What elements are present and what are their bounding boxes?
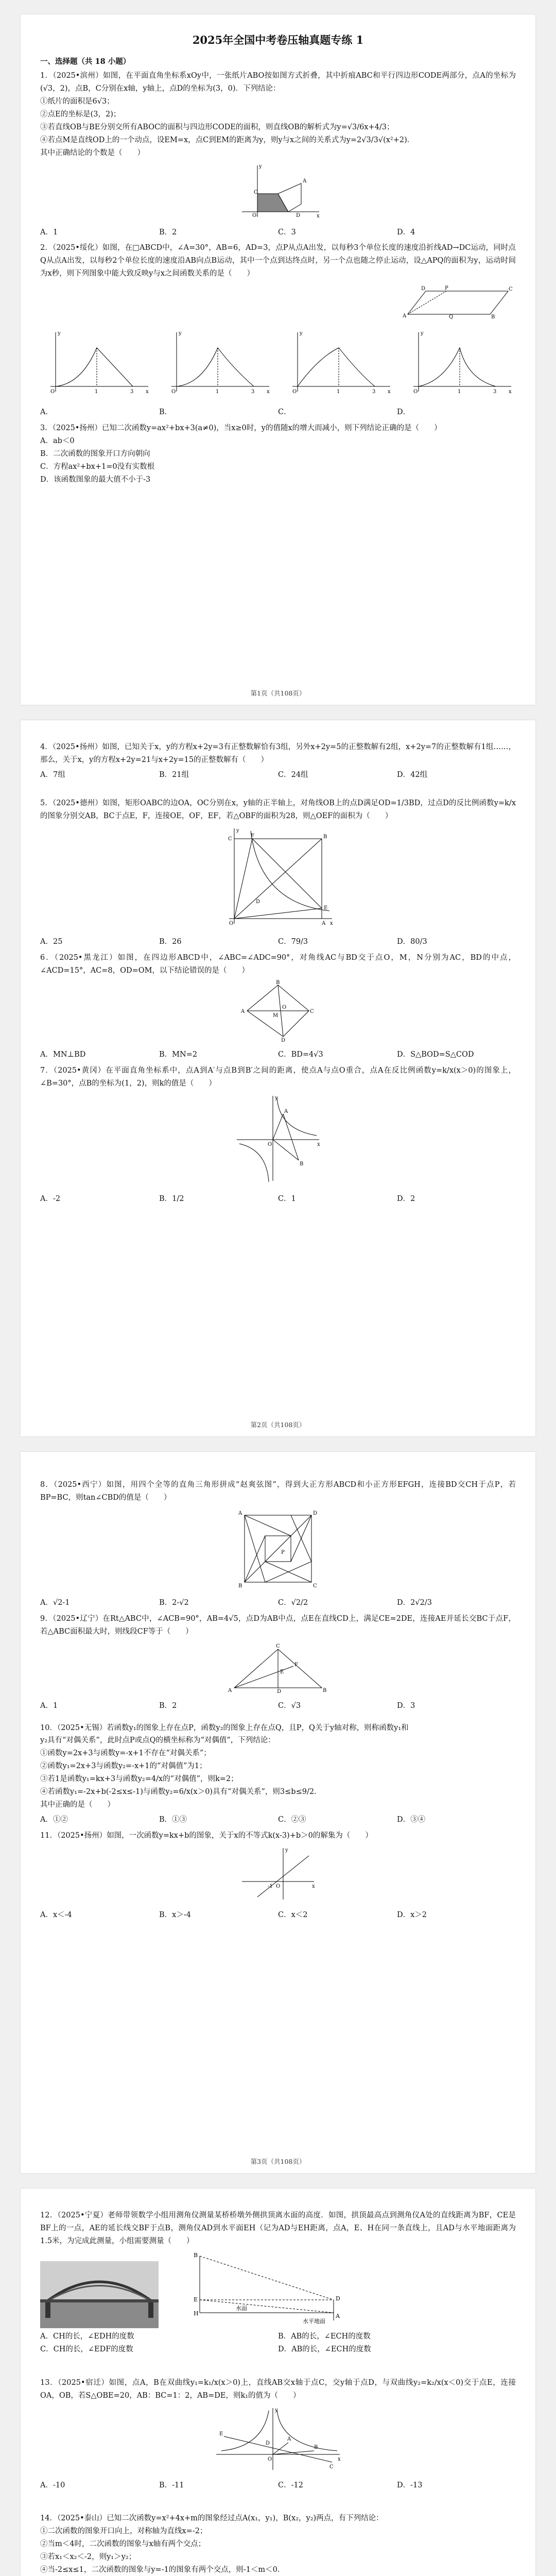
- svg-text:3: 3: [251, 389, 255, 395]
- option-b: B．AB的长，∠ECH的度数: [278, 2332, 371, 2341]
- svg-text:D: D: [296, 212, 301, 218]
- water-label: 水面: [236, 2304, 247, 2312]
- option-b: B．x＞-4: [159, 1910, 191, 1919]
- question-7: [40, 1064, 516, 1206]
- option-b: B．1/2: [159, 1195, 184, 1204]
- measurement-diagram: [179, 2251, 364, 2328]
- svg-text:x: x: [317, 213, 320, 219]
- q8-figure: [40, 1507, 516, 1595]
- question-10: [40, 1722, 516, 1827]
- option-b: B．2: [159, 1701, 177, 1710]
- svg-text:O: O: [276, 1883, 281, 1889]
- option-c: C．方程ax²+bx+1=0没有实数根: [40, 462, 155, 471]
- option-c: C．3: [278, 228, 296, 236]
- bridge-photo: [40, 2261, 159, 2328]
- svg-text:D: D: [266, 2440, 270, 2446]
- svg-text:M: M: [273, 1013, 279, 1019]
- ground-label: 水平地面: [303, 2317, 325, 2325]
- right-triangle-diagram: [227, 1641, 329, 1693]
- svg-text:x: x: [330, 920, 333, 926]
- option-d: D．: [397, 408, 411, 417]
- svg-text:y: y: [179, 331, 182, 337]
- statement-item: ①纸片的面积是6√3；: [40, 97, 114, 106]
- svg-text:B: B: [238, 1583, 242, 1589]
- option-d: D．2: [397, 1195, 415, 1204]
- option-b: B．-11: [159, 2481, 184, 2489]
- question-ask: 其中正确的是（ ）: [40, 1801, 115, 1809]
- option-b: B．二次函数的图象开口方向朝向: [40, 449, 150, 458]
- option-a: A．ab＜0: [40, 437, 75, 446]
- option-a: A．25: [40, 937, 63, 946]
- q12-figure: [40, 2251, 516, 2328]
- page-footer: 第3页（共108页）: [250, 2158, 306, 2165]
- svg-text:O: O: [292, 389, 297, 395]
- function-graph-options: [40, 327, 516, 399]
- svg-text:x: x: [317, 1142, 320, 1148]
- answer-options: [40, 2479, 516, 2492]
- option-b: B．①③: [159, 1816, 187, 1824]
- option-a: A．CH的长，∠EDH的度数: [40, 2332, 134, 2341]
- option-d: D．80/3: [397, 937, 427, 946]
- option-a: A．x＜-4: [40, 1910, 72, 1919]
- q5-figure: [40, 826, 516, 934]
- question-3: [40, 422, 516, 486]
- svg-text:D: D: [256, 899, 260, 905]
- svg-text:x: x: [146, 389, 149, 395]
- zhao-shuang-diagram: [237, 1507, 319, 1590]
- statement-item: ②当m＜4时，二次函数的图象与x轴有两个交点；: [40, 2540, 206, 2549]
- svg-text:O: O: [229, 920, 234, 926]
- svg-text:1: 1: [95, 389, 98, 395]
- page-footer: 第1页（共108页）: [250, 689, 306, 697]
- svg-text:E: E: [194, 2296, 198, 2303]
- svg-text:y: y: [300, 331, 303, 337]
- svg-text:1: 1: [458, 389, 461, 395]
- question-13: [40, 2377, 516, 2492]
- answer-options: [40, 1814, 516, 1826]
- svg-text:D: D: [313, 1510, 318, 1516]
- question-5: [40, 797, 516, 948]
- option-d: D．3: [397, 1701, 415, 1710]
- svg-text:B: B: [276, 980, 280, 986]
- svg-text:C: C: [329, 2464, 334, 2470]
- svg-text:x: x: [388, 389, 391, 395]
- svg-text:E: E: [280, 1669, 284, 1675]
- svg-text:O: O: [171, 389, 176, 395]
- question-line: y₂具有“对偶关系”，此时点P或点Q的横坐标称为“对偶值”，下列结论：: [40, 1736, 275, 1745]
- option-a: A．①②: [40, 1816, 68, 1824]
- option-c: C．79/3: [278, 937, 308, 946]
- svg-text:C: C: [276, 1643, 280, 1649]
- svg-text:3: 3: [130, 389, 134, 395]
- svg-text:A: A: [228, 1687, 232, 1693]
- svg-text:C: C: [313, 1583, 317, 1589]
- option-a: A．MN⊥BD: [40, 1050, 86, 1059]
- answer-options: [40, 1193, 516, 1206]
- option-c: C．: [278, 408, 291, 417]
- svg-text:O: O: [413, 389, 418, 395]
- linear-function-diagram: [237, 1845, 319, 1902]
- svg-text:1: 1: [337, 389, 340, 395]
- question-stem: 9．（2025•辽宁）在Rt△ABC中，∠ACB=90°，AB=4√5，点D为AB中点，点E在直线CD上，满足CE=2DE，连接AE并延长交BC于点F，若△ABC面积最大时，则线段CF等于（ ）: [40, 1614, 516, 1636]
- statement-item: ③若x₁＜x₂＜-2，则y₁＞y₂；: [40, 2553, 136, 2562]
- parallelogram-diagram: [397, 283, 516, 319]
- svg-text:x: x: [509, 389, 512, 395]
- svg-text:1: 1: [216, 389, 219, 395]
- question-2: [40, 242, 516, 419]
- option-c: C．②③: [278, 1816, 306, 1824]
- svg-text:C: C: [254, 189, 258, 195]
- svg-text:-1: -1: [268, 1883, 273, 1889]
- option-b: B．2-√2: [159, 1598, 189, 1607]
- option-d: D．S△BOD=S△COD: [397, 1050, 474, 1059]
- svg-text:F: F: [251, 833, 254, 839]
- svg-text:C: C: [228, 836, 232, 842]
- question-line: 10．（2025•无锡）若函数y₁的图象上存在点P，函数y₂的图象上存在点Q，且P，Q关于y轴对称，则称函数y₁和: [40, 1723, 409, 1732]
- option-a: A．1: [40, 1701, 58, 1710]
- svg-text:P: P: [445, 285, 448, 292]
- option-b: B．MN=2: [159, 1050, 198, 1059]
- q6-figure: [40, 980, 516, 1046]
- doc-title: 2025年全国中考卷压轴真题专练 1: [192, 33, 364, 46]
- svg-text:D: D: [281, 1038, 286, 1042]
- svg-text:A: A: [241, 1009, 245, 1015]
- option-c: C．√3: [278, 1701, 301, 1710]
- svg-text:E: E: [219, 2431, 223, 2437]
- option-d: D．2√2/3: [397, 1598, 432, 1607]
- svg-text:A: A: [238, 1510, 242, 1516]
- document-page-1: [21, 14, 535, 705]
- double-hyperbola-diagram: [211, 2405, 345, 2472]
- option-d: D．AB的长，∠ECH的度数: [278, 2345, 371, 2353]
- option-c: C．BD=4√3: [278, 1050, 323, 1059]
- statement-item: ③若1是函数y₁=kx+3与函数y₂=4/x的“对偶值”，则k=2；: [40, 1775, 238, 1784]
- answer-options: [40, 1048, 516, 1061]
- svg-text:D: D: [277, 1688, 282, 1693]
- svg-text:B: B: [323, 834, 327, 840]
- q2-figure: [40, 283, 516, 324]
- svg-text:y: y: [275, 2407, 278, 2413]
- question-stem: 2．（2025•绥化）如图，在□ABCD中，∠A=30°，AB=6，AD=3，点P从点A出发，以每秒3个单位长度的速度沿折线AD→DC运动，同时点Q从点A出发，以每秒2个单位长度的速度沿AB向点B运动，其中一个点到达终点时，另一个点也随之停止运动，设△APQ的面积为y，运动时间为x秒，则下列图象中能大致反映y与x之间函数关系的是（ ）: [40, 244, 516, 278]
- svg-text:x: x: [267, 389, 270, 395]
- svg-text:O: O: [282, 1005, 287, 1011]
- svg-text:y: y: [58, 331, 61, 337]
- q13-figure: [40, 2405, 516, 2477]
- option-b: B．21组: [159, 770, 189, 779]
- q7-figure: [40, 1093, 516, 1191]
- question-11: [40, 1829, 516, 1922]
- option-d: D．4: [397, 228, 415, 236]
- svg-text:A: A: [336, 2312, 340, 2319]
- option-c: C．x＜2: [278, 1910, 308, 1919]
- option-b: B．26: [159, 937, 182, 946]
- question-4: [40, 741, 516, 782]
- svg-text:B: B: [323, 1687, 327, 1693]
- option-a: A．-10: [40, 2481, 65, 2489]
- question-line: 14．（2025•泰山）已知二次函数y=x²+4x+m的图象经过点A(x₁，y₁)，B(x₂，y₂)两点，有下列结论：: [40, 2514, 384, 2523]
- answer-options: [40, 1597, 516, 1609]
- option-a: A．1: [40, 228, 58, 236]
- question-14: [40, 2512, 516, 2576]
- svg-text:A: A: [284, 1109, 288, 1115]
- svg-text:D: D: [421, 286, 426, 292]
- page-footer: 第2页（共108页）: [250, 1421, 306, 1429]
- svg-text:O: O: [268, 1142, 272, 1148]
- question-stem: 3．（2025•扬州）已知二次函数y=ax²+bx+3(a≠0)，当x≥0时，y的值随x的增大而减小，则下列结论正确的是（ ）: [40, 424, 442, 433]
- svg-text:C: C: [509, 286, 513, 293]
- question-stem: 13．（2025•宿迁）如图，点A，B在双曲线y₁=k₁/x(x＞0)上，直线AB交x轴于点C，交y轴于点D，与双曲线y₂=k₂/x(x＜0)交于点E，连接OA，OB，若S△OBE=20，AB：BC=1：2，AB=DE，则k₁的值为（ ）: [40, 2378, 516, 2400]
- question-stem: 4．（2025•扬州）如图，已知关于x，y的方程x+2y=3有正整数解恰有3组，另外x+2y=5的正整数解有2组，x+2y=7的正整数解有1组……，那么，关于x，y的方程x+2y=21与x+2y=15的正整数解有（ ）: [40, 743, 516, 764]
- answer-options: [40, 936, 516, 948]
- svg-text:y: y: [421, 331, 424, 337]
- document-page-3: [21, 1452, 535, 2173]
- svg-text:3: 3: [372, 389, 376, 395]
- q11-figure: [40, 1845, 516, 1907]
- q9-figure: [40, 1641, 516, 1698]
- svg-text:y: y: [285, 1847, 288, 1853]
- option-d: D．-13: [397, 2481, 423, 2489]
- statement-item: ①函数y=2x+3与函数y=-x+1不存在“对偶关系”；: [40, 1749, 211, 1758]
- question-9: [40, 1613, 516, 1713]
- option-a: A．√2-1: [40, 1598, 70, 1607]
- statement-item: ②点E的坐标是(3，2)；: [40, 110, 121, 118]
- svg-text:O: O: [252, 212, 257, 218]
- question-stem: 6．（2025•黑龙江）如图，在四边形ABCD中，∠ABC=∠ADC=90°，对角线AC与BD交于点O，M，N分别为AC，BD的中点，∠ACD=15°，AC=8，OD=OM，以下结论错误的是（ ）: [40, 953, 516, 975]
- option-c: C．24组: [278, 770, 308, 779]
- question-stem: 5．（2025•德州）如图，矩形OABC的边OA，OC分别在x，y轴的正半轴上，对角线OB上的点D满足OD=1/3BD，过点D的反比例函数y=k/x的图象分别交AB，BC于点E，F，连接OE，OF，EF，若△OBF的面积为28，则△OEF的面积为（ ）: [40, 799, 516, 820]
- document-page-4: [21, 2189, 535, 2576]
- svg-text:O: O: [50, 389, 55, 395]
- option-c: C．CH的长，∠EDF的度数: [40, 2345, 133, 2353]
- svg-text:x: x: [338, 2456, 341, 2462]
- answer-options: [40, 406, 516, 419]
- answer-options: [40, 769, 516, 782]
- svg-text:O: O: [268, 2456, 272, 2462]
- answer-options: [40, 2330, 516, 2356]
- svg-text:B: B: [194, 2251, 198, 2259]
- statement-item: ④当-2≤x≤1，二次函数的图象与y=-1的图象有两个交点，则-1＜m＜0．: [40, 2566, 285, 2574]
- statement-item: ②函数y₁=2x+3与函数y₂=-x+1的“对偶值”为1；: [40, 1762, 207, 1771]
- option-d: D．x＞2: [397, 1910, 427, 1919]
- svg-text:A: A: [303, 178, 307, 184]
- question-stem: 12．（2025•宁夏）老师带领数学小组用测角仪测量某桥桥墩外侧拱顶离水面的高度．如图，拱顶最高点到测角仪A处的直线距离为BF，CE是BF上的一点，AE的延长线交BF于点B，测角仪AD到水平面EH（记为AD与EH距离，点A，E、H在同一条直线上，且AD与水平地面距离为1.5米，为完成此测量，小组需要测量（ ）: [40, 2211, 516, 2245]
- svg-text:Q: Q: [449, 314, 454, 320]
- quadrilateral-diagram: [237, 980, 319, 1042]
- document-page-2: [21, 720, 535, 1436]
- statement-item: ③若直线OB与BE分别交所有ABOC的面积与四边形CODE的面积，则直线OB的解析式为y=√3/6x+4/3；: [40, 123, 394, 131]
- statement-item: ④若函数y₁=-2x+b(-2≤x≤-1)与函数y₂=6/x(x＞0)具有“对偶关系”，则3≤b≤9/2．: [40, 1788, 322, 1797]
- svg-text:P: P: [281, 1549, 285, 1555]
- question-ask: 其中正确结论的个数是（ ）: [40, 148, 145, 157]
- section-heading: 一、选择题（共 18 小题）: [40, 57, 131, 66]
- question-12: [40, 2209, 516, 2356]
- rectangle-hyperbola-diagram: [219, 826, 337, 929]
- statement-item: ④若点M是直线OD上的一个动点，设EM=x，点C到EM的距离为y，则y与x之间的关系式为y=2√3/3√(x²+2)．: [40, 135, 415, 144]
- svg-text:C: C: [310, 1009, 314, 1015]
- question-stem: 8．（2025•西宁）如图，用四个全等的直角三角形拼成“赵爽弦图”，得到大正方形ABCD和小正方形EFGH，连接BD交CH于点P，若BP=BC，则tan∠CBD的值是（ ）: [40, 1481, 516, 1502]
- svg-text:E: E: [324, 905, 328, 911]
- svg-text:y: y: [259, 163, 262, 170]
- question-1: [40, 70, 516, 239]
- svg-text:3: 3: [493, 389, 497, 395]
- svg-text:A: A: [322, 920, 326, 926]
- folded-paper-diagram: [232, 163, 324, 219]
- svg-text:B: B: [300, 1161, 304, 1167]
- option-d: D．③④: [397, 1816, 426, 1824]
- option-c: C．√2/2: [278, 1598, 308, 1607]
- svg-text:y: y: [236, 827, 239, 834]
- answer-options: [40, 1700, 516, 1713]
- q2-graphs: [40, 327, 516, 404]
- svg-text:H: H: [194, 2310, 199, 2317]
- option-c: C．1: [278, 1195, 296, 1204]
- option-d: D．42组: [397, 770, 428, 779]
- option-b: B．2: [159, 228, 177, 236]
- svg-text:A: A: [287, 2436, 291, 2442]
- svg-text:y: y: [275, 1095, 278, 1101]
- hyperbola-triangle-diagram: [232, 1093, 324, 1186]
- option-a: A．: [40, 408, 53, 417]
- q1-figure: [40, 163, 516, 224]
- option-a: A．-2: [40, 1195, 61, 1204]
- question-stem: 11．（2025•扬州）如图，一次函数y=kx+b的图象，关于x的不等式k(x-3)+b＞0的解集为（ ）: [40, 1832, 373, 1840]
- svg-text:A: A: [403, 313, 407, 319]
- option-d: D．该函数图象的最大值不小于-3: [40, 475, 151, 484]
- option-a: A．7组: [40, 770, 65, 779]
- svg-text:F: F: [294, 1662, 298, 1668]
- svg-text:D: D: [336, 2295, 340, 2302]
- option-b: B．: [159, 408, 172, 417]
- svg-text:B: B: [314, 2444, 318, 2450]
- answer-options: [40, 1909, 516, 1922]
- question-8: [40, 1479, 516, 1609]
- question-stem: 7．（2025•黄冈）在平面直角坐标系中，点A到A′与点B到B′之间的距离，使点A与点O重合，点A在反比例函数y=k/x(x＞0)的图象上，∠B=30°，点B的坐标为(1，2)，则k的值是（ ）: [40, 1066, 516, 1088]
- answer-options: [40, 226, 516, 239]
- option-c: C．-12: [278, 2481, 303, 2489]
- question-stem: 1．（2025•滨州）如图，在平面直角坐标系xOy中，一张纸片ABO按如图方式折叠，其中折痕ABC和平行四边形CODE两部分，点A的坐标为(√3，2)，点B，C分别在x轴，y轴上，点D的坐标为(3，0)．下列结论：: [40, 72, 516, 93]
- svg-text:x: x: [312, 1883, 315, 1889]
- question-6: [40, 952, 516, 1062]
- svg-text:B: B: [491, 314, 495, 320]
- statement-item: ①二次函数的图象开口向上，对称轴为直线x=-2；: [40, 2527, 207, 2536]
